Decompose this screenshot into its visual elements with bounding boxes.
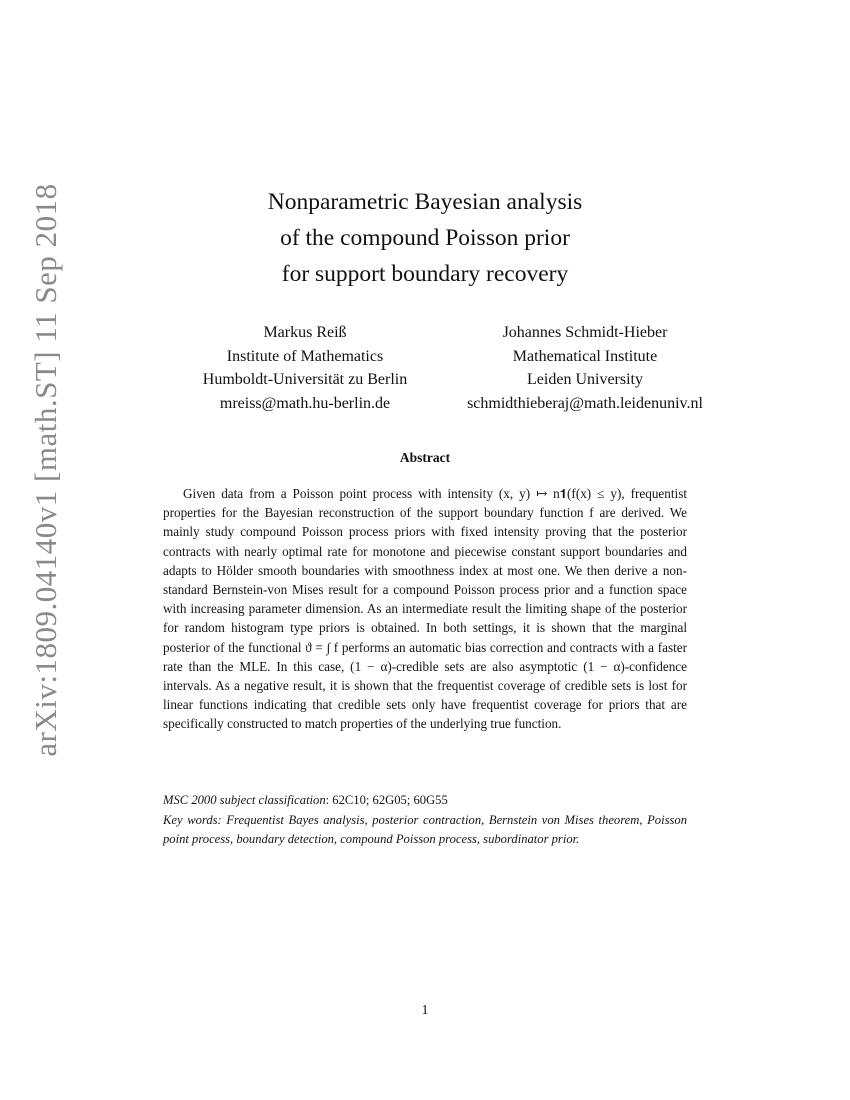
author-institute: Institute of Mathematics: [226, 347, 384, 365]
author-email: schmidthieberaj@math.leidenuniv.nl: [467, 394, 703, 412]
msc-label: MSC 2000 subject classification: [163, 793, 326, 807]
title-line-2: of the compound Poisson prior: [280, 225, 570, 251]
author-institute: Mathematical Institute: [512, 347, 658, 365]
author-name: Johannes Schmidt-Hieber: [502, 324, 668, 341]
title-line-1: Nonparametric Bayesian analysis: [267, 189, 583, 215]
author-block-schmidt-hieber: [420, 321, 750, 415]
title-line-3: for support boundary recovery: [281, 261, 569, 287]
abstract-body: Given data from a Poisson point process with intensity (x, y) ↦ n𝟏(f(x) ≤ y), frequentist properties for the Bayesian reconstruction of the support boundary function f are derived. We mainly study compound Poisson process priors with fixed intensity proving that the posterior contracts with nearly optimal rate for monotone and piecewise constant support boundaries and adapts to Hölder smooth boundaries with smoothness index at most one. We then derive a non-standard Bernstein-von Mises result for a compound Poisson process prior and a function space with increasing parameter dimension. As an intermediate result the limiting shape of the posterior for random histogram type priors is obtained. In both settings, it is shown that the marginal posterior of the functional ϑ = ∫ f performs an automatic bias correction and contracts with a faster rate than the MLE. In this case, (1 − α)-credible sets are also asymptotic (1 − α)-confidence intervals. As a negative result, it is shown that the frequentist coverage of credible sets is lost for linear functions indicating that credible sets only have frequentist coverage for priors that are specifically constructed to match properties of the underlying true function.: [163, 486, 687, 732]
author-email: mreiss@math.hu-berlin.de: [219, 394, 391, 412]
author-university: Leiden University: [527, 371, 643, 388]
abstract-heading: Abstract: [399, 450, 451, 465]
msc-codes: : 62C10; 62G05; 60G55: [325, 793, 448, 807]
keywords: Key words: Frequentist Bayes analysis, posterior contraction, Bernstein von Mises theorem, Poisson point process, boundary detection, compound Poisson process, subordinator prior.: [163, 813, 687, 846]
msc-classification: [163, 791, 687, 810]
paper-title: [0, 184, 850, 292]
author-name: Markus Reiß: [263, 324, 347, 341]
arxiv-identifier-stamp: arXiv:1809.04140v1 [math.ST] 11 Sep 2018: [28, 183, 63, 757]
author-university: Humboldt-Universität zu Berlin: [202, 371, 408, 388]
page-number: 1: [421, 1003, 429, 1018]
